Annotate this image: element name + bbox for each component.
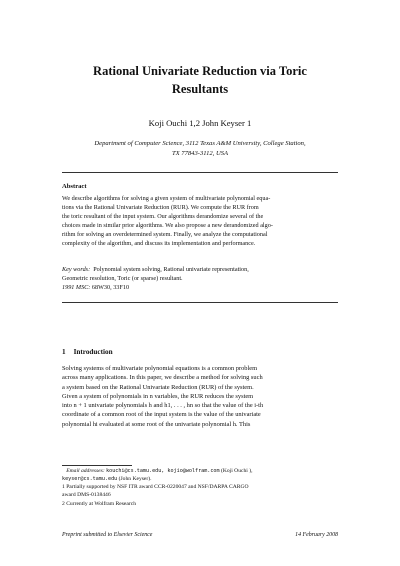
affiliation-line-2: TX 77843-3112, USA (171, 149, 229, 157)
footer-preprint: Preprint submitted to Elsevier Science (62, 532, 153, 538)
footnote-rule (62, 465, 132, 466)
footnote-1-line-2: award DMS-0138446 (62, 491, 111, 498)
intro-line: coordinate of a common root of the input system is the value of the univariate (62, 411, 261, 419)
keywords-line-2: Geometric resolution, Toric (or sparse) resultant. (62, 274, 183, 282)
intro-line: a system based on the Rational Univariate Reduction (RUR) of the system. (62, 383, 254, 391)
section-heading (62, 348, 113, 356)
msc-line (62, 284, 338, 293)
footnote-email (62, 468, 338, 483)
intro-line: Solving systems of multivariate polynomial equations is a common problem (62, 365, 258, 372)
abstract-line: the toric resultant of the input system. Our algorithms derandomize several of the (62, 212, 264, 220)
email-link-2[interactable]: keyser@cs.tamu.edu (62, 475, 118, 482)
keywords-block (62, 266, 338, 293)
email-name-1: (Koji Ouchi ), (220, 468, 253, 474)
section-number: 1 (62, 348, 66, 356)
paper-title (40, 62, 360, 98)
affiliation (55, 139, 345, 158)
abstract-line: We describe algorithms for solving a given system of multivariate polynomial equa- (62, 195, 271, 202)
footnote-email-line-1 (62, 468, 338, 476)
abstract-line: tions via the Rational Univariate Reduction (RUR). We compute the RUR from (62, 203, 259, 211)
abstract-top-rule (62, 172, 338, 173)
email-label: Email addresses: (66, 468, 105, 474)
intro-line: Given a system of polynomials in n variables, the RUR reduces the system (62, 392, 254, 400)
keywords-label: Key words: (62, 266, 91, 273)
page-footer (62, 532, 338, 538)
intro-text (62, 364, 338, 429)
abstract-line: complexity of the algorithm, and discuss its implementation and performance. (62, 239, 256, 247)
footnote-2: 2 Currently at Wolfram Research (62, 501, 137, 507)
intro-line: into n + 1 univariate polynomials h and h1, . . . , hn so that the value of the i-th (62, 402, 264, 410)
abstract-bottom-rule (62, 302, 338, 303)
msc-label: 1991 MSC: (62, 283, 91, 291)
footnote-1-line-1: 1 Partially supported by NSF ITR award CCR-0220047 and NSF/DARPA CARGO (62, 484, 249, 490)
abstract-text (62, 195, 338, 248)
abstract-heading: Abstract (62, 183, 87, 190)
abstract-line: rithm for solving an overdetermined system. Finally, we analyze the computational (62, 230, 268, 238)
title-line-2: Resultants (171, 82, 229, 96)
footer-date: 14 February 2008 (295, 532, 338, 538)
section-title: Introduction (73, 348, 113, 356)
email-name-2: (John Keyser). (118, 475, 152, 482)
msc-value: 68W30, 33F10 (91, 283, 130, 291)
footnote-email-line-2 (62, 476, 338, 484)
intro-line: across many applications. In this paper, we describe a method for solving such (62, 374, 263, 382)
affiliation-line-1: Department of Computer Science, 3112 Texas A&M University, College Station, (94, 140, 306, 147)
footnote-1 (62, 484, 338, 499)
email-link-1[interactable]: kouchi@cs.tamu.edu, kojio@wolfram.com (106, 468, 220, 474)
abstract-line: choices made in similar prior algorithms. We also propose a new derandomized algo- (62, 221, 273, 229)
title-line-1: Rational Univariate Reduction via Toric (93, 64, 307, 78)
keywords-line-1 (62, 266, 338, 275)
author-list: Koji Ouchi 1,2 John Keyser 1 (148, 118, 252, 128)
keywords-text-1: Polynomial system solving, Rational univariate representation, (93, 266, 249, 273)
intro-line: polynomial hi evaluated at some root of the univariate polynomial h. This (62, 420, 251, 428)
